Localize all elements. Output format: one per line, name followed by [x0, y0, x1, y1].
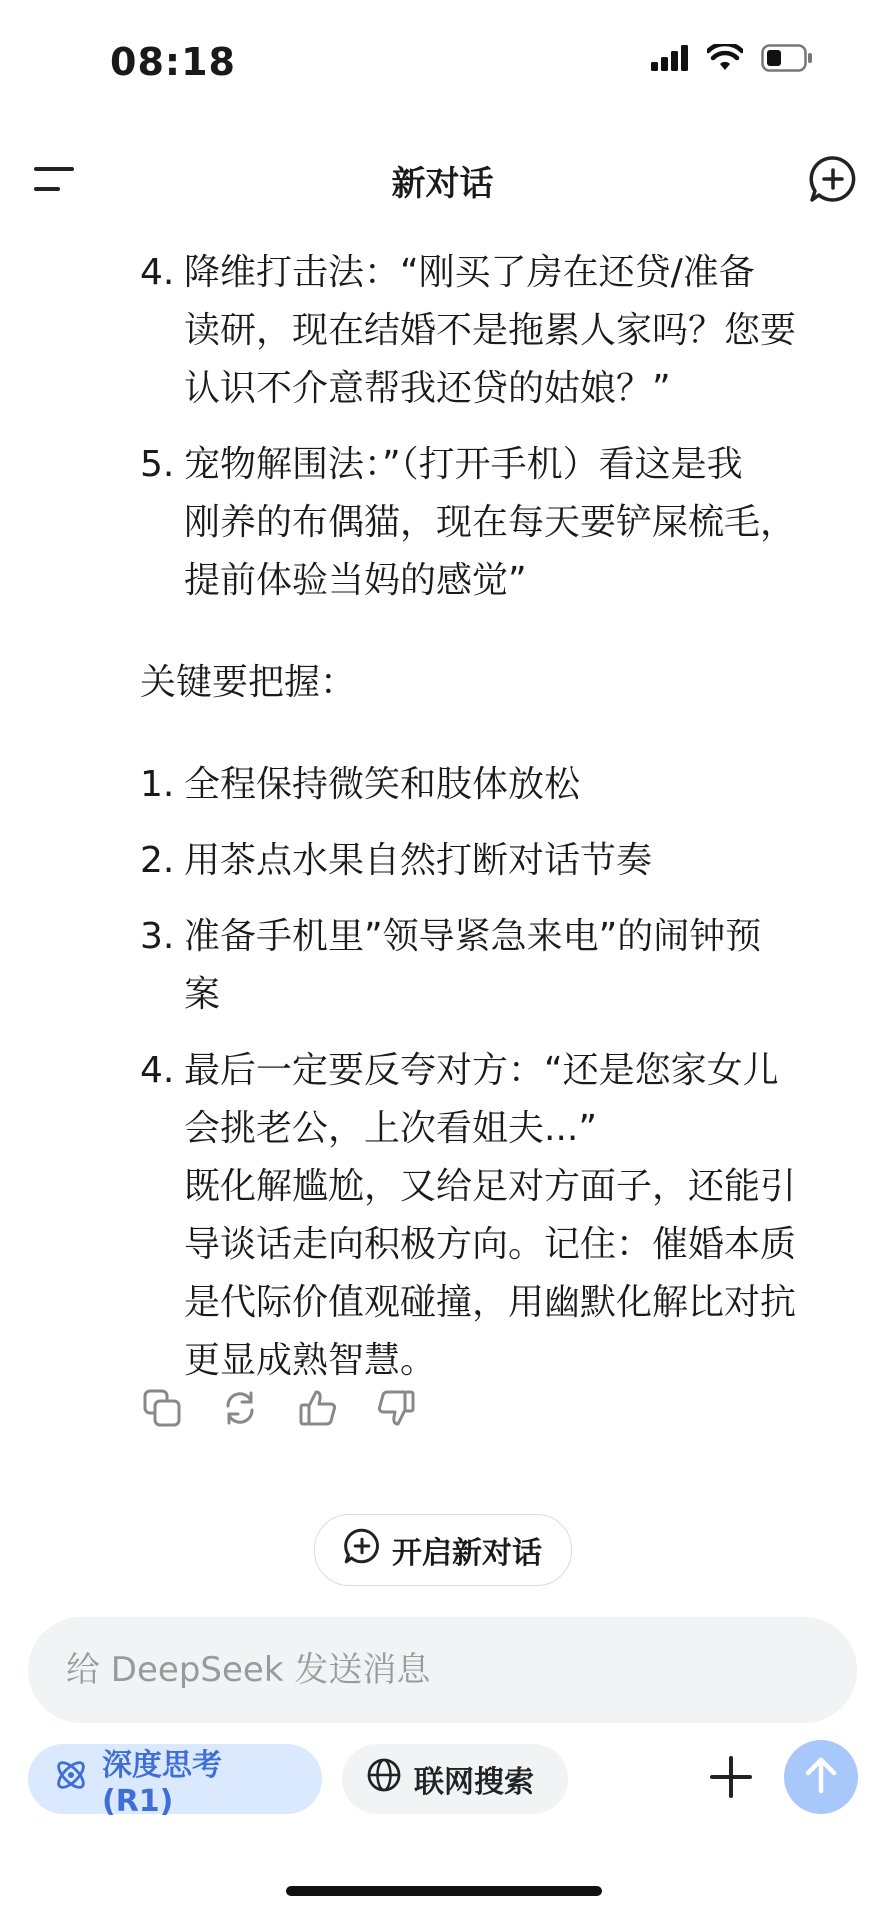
new-chat-icon [344, 1528, 380, 1572]
text-line: 既化解尴尬，又给足对方面子，还能引 [184, 1166, 797, 1207]
wifi-icon [707, 44, 743, 76]
text-line: 更显成熟智慧。 [184, 1340, 437, 1381]
arrow-up-icon [803, 1755, 839, 1799]
list-number: 5. [140, 444, 175, 485]
list-text [184, 436, 855, 610]
text-line: 读研，现在结婚不是拖累人家吗？您要 [184, 310, 797, 351]
signal-icon [651, 45, 689, 75]
list-number: 1. [140, 764, 175, 805]
text-line: 降维打击法：“刚买了房在还贷/准备 [184, 252, 755, 293]
new-conversation-button[interactable] [314, 1514, 572, 1586]
deep-think-toggle[interactable] [28, 1744, 322, 1819]
text-line: 宠物解围法：”（打开手机）看这是我 [184, 444, 743, 485]
assistant-reply [140, 244, 855, 1390]
list-text [184, 1042, 855, 1390]
status-time: 08:18 [110, 40, 236, 84]
globe-icon [366, 1757, 402, 1801]
new-conversation-label: 开启新对话 [392, 1536, 542, 1571]
text-line: 刚养的布偶猫，现在每天要铲屎梳毛， [184, 502, 797, 543]
text-line: 是代际价值观碰撞，用幽默化解比对抗 [184, 1282, 797, 1323]
text-line: 导谈话走向积极方向。记住：催婚本质 [184, 1224, 797, 1265]
text-line: 最后一定要反夸对方：“还是您家女儿 [184, 1050, 779, 1091]
message-input-container [28, 1617, 857, 1723]
text-line: 案 [184, 974, 221, 1015]
new-chat-icon[interactable] [809, 155, 857, 203]
web-search-toggle[interactable] [342, 1744, 568, 1814]
list-item [140, 908, 855, 1024]
list-item [140, 244, 855, 418]
list-text [184, 244, 855, 418]
list-item [140, 756, 855, 814]
thumbs-up-icon[interactable] [298, 1388, 338, 1428]
page-title: 新对话 [391, 164, 494, 204]
send-button[interactable] [784, 1740, 858, 1814]
text-line: 提前体验当妈的感觉” [184, 560, 527, 601]
section-heading: 关键要把握： [140, 662, 357, 703]
list-item [140, 832, 855, 890]
text-line: 准备手机里”领导紧急来电”的闹钟预 [184, 916, 762, 957]
copy-icon[interactable] [142, 1388, 182, 1428]
atom-icon [52, 1756, 90, 1802]
status-icons [651, 44, 813, 76]
list-number: 4. [140, 1050, 175, 1091]
attach-plus-icon[interactable] [706, 1752, 756, 1802]
deep-think-label: 深度思考 (R1) [102, 1747, 222, 1819]
list-text [184, 908, 855, 1024]
regenerate-icon[interactable] [220, 1388, 260, 1428]
text-line: 会挑老公，上次看姐夫...” [184, 1108, 597, 1149]
battery-icon [761, 44, 813, 76]
thumbs-down-icon[interactable] [376, 1388, 416, 1428]
web-search-label: 联网搜索 [414, 1765, 534, 1800]
text-line: 用茶点水果自然打断对话节奏 [184, 840, 653, 881]
message-input[interactable] [64, 1649, 828, 1691]
list-number: 2. [140, 840, 175, 881]
message-actions [142, 1388, 416, 1428]
list-item [140, 1042, 855, 1390]
home-indicator [286, 1886, 602, 1896]
text-line: 全程保持微笑和肢体放松 [184, 764, 581, 805]
list-number: 4. [140, 252, 175, 293]
list-item [140, 436, 855, 610]
list-number: 3. [140, 916, 175, 957]
text-line: 认识不介意帮我还贷的姑娘？” [184, 368, 671, 409]
